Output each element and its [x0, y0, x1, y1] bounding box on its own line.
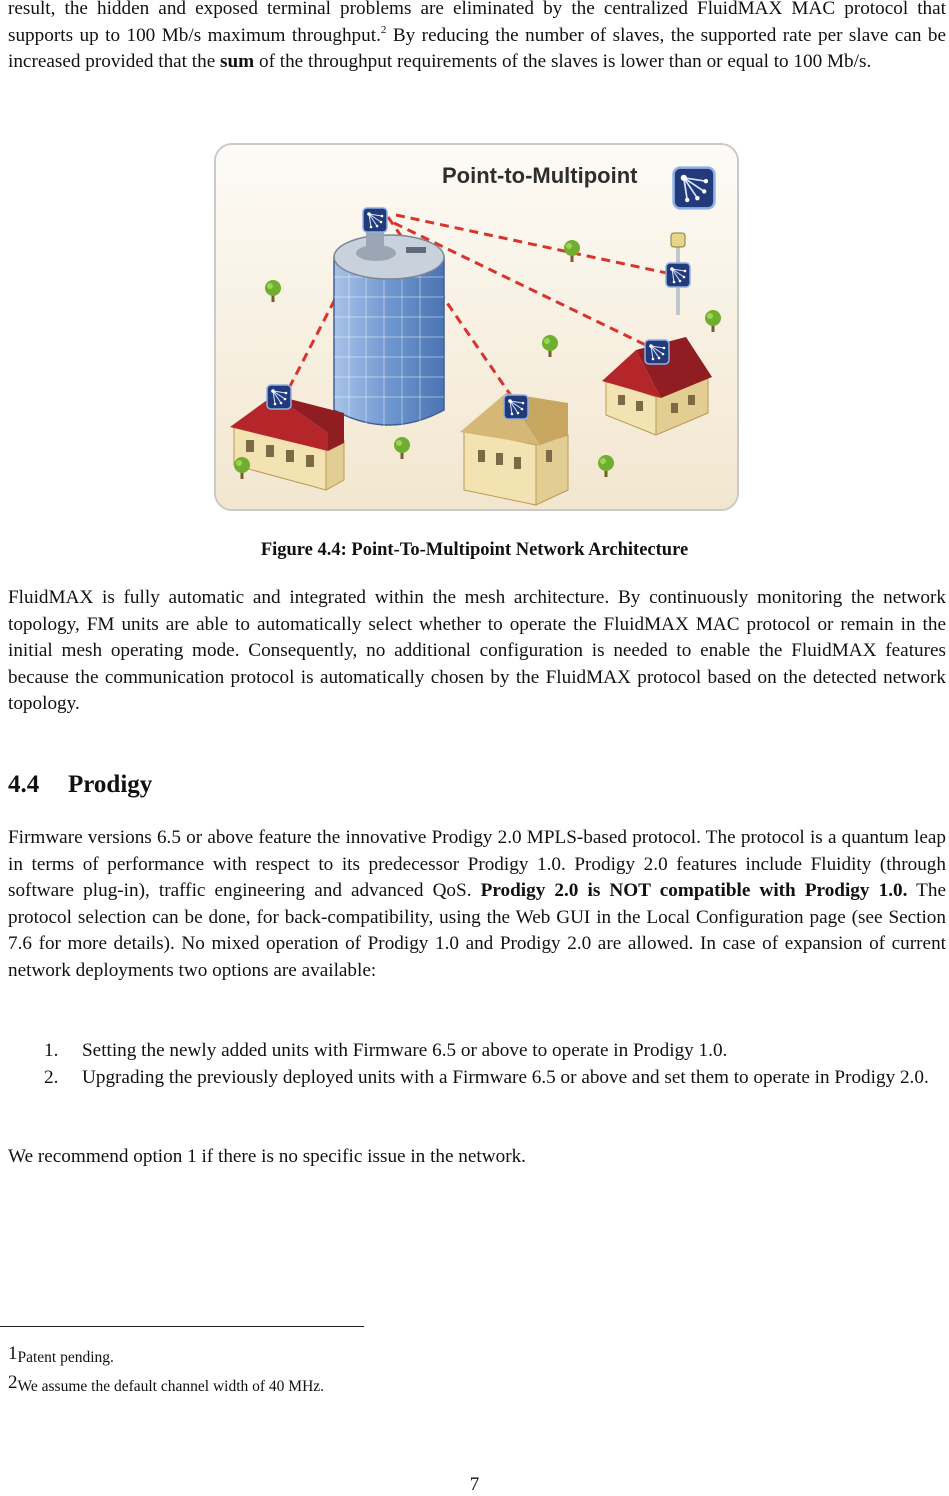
list-item-text: Upgrading the previously deployed units with a Firmware 6.5 or above and set them to operate in Prodigy 2.0. [82, 1066, 929, 1088]
figure-point-to-multipoint [214, 143, 739, 511]
intro-paragraph [8, 0, 946, 76]
recommendation-paragraph: We recommend option 1 if there is no specific issue in the network. [8, 1146, 526, 1167]
list-item-number: 2. [44, 1066, 59, 1088]
slave-unit-icon-left [267, 385, 291, 409]
fluidmax-paragraph: FluidMAX is fully automatic and integrated within the mesh architecture. By continuously monitoring the network topology, FM units are able to automatically select whether to operate the FluidMAX MAC protocol or remain in the initial mesh operating mode. Consequently, no additional configuration is needed to enable the FluidMAX features because the communication protocol is automatically chosen by the FluidMAX protocol based on the detected network topology. [8, 587, 946, 714]
intro-text-a: result, the hidden and exposed terminal problems are eliminated by the centralized FluidMAX MAC protocol that supports up to 100 Mb/s maximum throughput. [8, 0, 946, 46]
footnote-2 [8, 1373, 324, 1397]
prodigy-text-b: The protocol selection can be done, for back-compatibility, using the Web GUI in the Local Configuration page (see Section 7.6 for more details). No mixed operation of Prodigy 1.0 and Prodigy 2.0 are allowed. In case of expansion of current network deployments two options are available: [8, 880, 946, 981]
footnote-text: We assume the default channel width of 40 MHz. [17, 1378, 325, 1395]
list-item [44, 1065, 946, 1092]
footnote-mark: 1 [8, 1343, 18, 1364]
prodigy-warning-bold: Prodigy 2.0 is NOT compatible with Prodigy 1.0. [480, 880, 908, 901]
list-item [44, 1038, 946, 1065]
slave-unit-icon-center [504, 395, 528, 419]
prodigy-paragraph [8, 825, 946, 984]
footnote-divider [0, 1326, 364, 1327]
section-title: Prodigy [68, 771, 153, 798]
figure-title: Point-to-Multipoint [442, 163, 638, 188]
intro-text-b: By reducing the number of slaves, the supported rate per slave can be increased provided that the [8, 24, 946, 72]
prodigy-text-a: Firmware versions 6.5 or above feature the innovative Prodigy 2.0 MPLS-based protocol. The protocol is a quantum leap in terms of performance with respect to its predecessor Prodigy 1.0. Prodigy 2.0 features include Fluidity (through software plug-in), traffic engineering and advanced QoS. [8, 827, 946, 901]
slave-unit-icon-right [645, 340, 669, 364]
figure-caption: Figure 4.4: Point-To-Multipoint Network Architecture [260, 540, 689, 560]
master-unit-icon [363, 208, 387, 232]
logo-icon [674, 168, 715, 209]
footnote-text: Patent pending. [17, 1349, 114, 1366]
footnote-1 [8, 1344, 114, 1368]
footnote-ref-2[interactable]: 2 [380, 23, 387, 36]
intro-text-c: of the throughput requirements of the slaves is lower than or equal to 100 Mb/s. [254, 51, 872, 72]
list-item-number: 1. [44, 1040, 59, 1061]
footnote-mark: 2 [8, 1372, 18, 1393]
slave-unit-icon-lamp [666, 263, 690, 287]
central-tower [334, 231, 444, 428]
page-number: 7 [469, 1474, 480, 1495]
section-number: 4.4 [8, 771, 40, 798]
list-item-text: Setting the newly added units with Firmware 6.5 or above to operate in Prodigy 1.0. [82, 1040, 728, 1061]
options-list [44, 1038, 946, 1091]
intro-bold-sum: sum [220, 51, 255, 72]
section-heading [8, 769, 152, 801]
